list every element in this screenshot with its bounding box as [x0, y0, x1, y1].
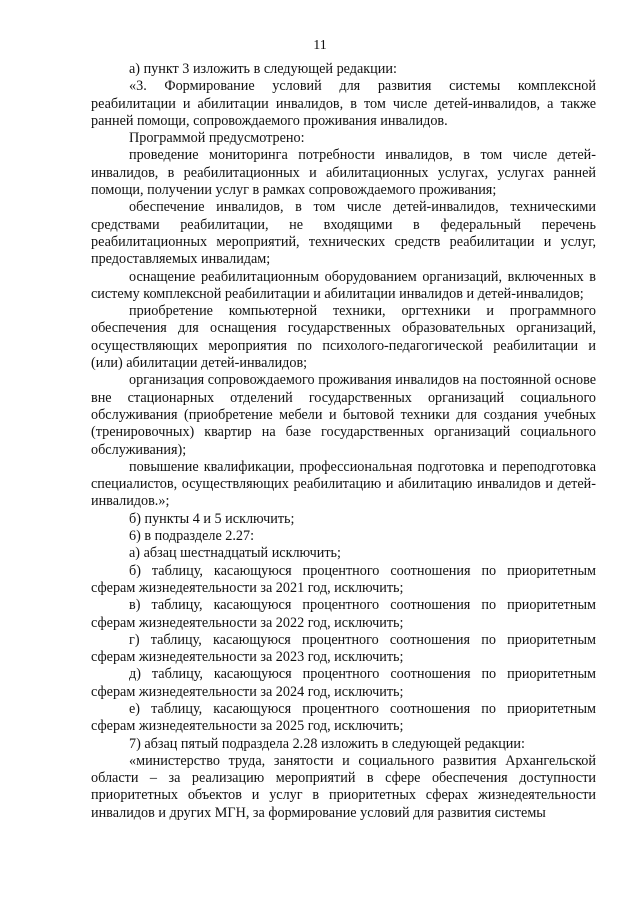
paragraph-program-provides: Программой предусмотрено: [129, 130, 305, 147]
paragraph-subitem-b-table-2021: б) таблицу, касающуюся процентного соотношения по приоритетным сферам жизнедеятельности за 2021 год, исключить; [91, 562, 596, 596]
document-body [91, 61, 596, 822]
paragraph-subitem-e-table-2025: е) таблицу, касающуюся процентного соотношения по приоритетным сферам жизнедеятельности за 2025 год, исключить; [91, 700, 596, 735]
paragraph-ministry-quote: «министерство труда, занятости и социального развития Архангельской области – за реализацию мероприятий в сфере обеспечения доступности приоритетных объектов и услуг в приоритетных сферах жизнедеятельности инвалидов и других МГН, за формирование условий для развития системы [91, 752, 596, 821]
paragraph-subitem-a: а) абзац шестнадцатый исключить; [129, 545, 341, 562]
paragraph-item-6-subsection-2-27: 6) в подразделе 2.27: [129, 528, 255, 545]
paragraph-subitem-v-table-2022: в) таблицу, касающуюся процентного соотношения по приоритетным сферам жизнедеятельности за 2022 год, исключить; [91, 597, 596, 631]
paragraph-subitem-d-table-2024: д) таблицу, касающуюся процентного соотношения по приоритетным сферам жизнедеятельности за 2024 год, исключить; [91, 666, 596, 700]
paragraph-supported-living: организация сопровождаемого проживания инвалидов на постоянной основе вне стационарных отделений государственных организаций социального обслуживания (приобретение мебели и бытовой техники для создания учебных (тренировочных) квартир на базе государственных организаций социального обслуживания); [91, 372, 596, 458]
paragraph-item-7-subsection-2-28: 7) абзац пятый подраздела 2.28 изложить в следующей редакции: [129, 735, 525, 752]
paragraph-subitem-g-table-2023: г) таблицу, касающуюся процентного соотношения по приоритетным сферам жизнедеятельности за 2023 год, исключить; [91, 631, 596, 666]
paragraph-monitoring: проведение мониторинга потребности инвалидов, в том числе детей-инвалидов, в реабилитационных и абилитационных услугах, услугах ранней помощи, получении услуг в рамках сопровождаемого проживания; [91, 147, 596, 199]
paragraph-technical-means: обеспечение инвалидов, в том числе детей-инвалидов, техническими средствами реабилитации, не входящими в федеральный перечень реабилитационных мероприятий, технических средств реабилитации и услуг, предоставляемых инвалидам; [91, 199, 596, 268]
paragraph-section-3-title: «3. Формирование условий для развития системы комплексной реабилитации и абилитации инвалидов, в том числе детей-инвалидов, а также ранней помощи, сопровождаемого проживания инвалидов. [91, 78, 596, 129]
paragraph-item-b-points-4-5: б) пункты 4 и 5 исключить; [129, 510, 295, 527]
paragraph-equipment: оснащение реабилитационным оборудованием организаций, включенных в систему комплексной реабилитации и абилитации инвалидов и детей-инвалидов; [91, 268, 596, 302]
paragraph-training: повышение квалификации, профессиональная подготовка и переподготовка специалистов, осуществляющих реабилитацию и абилитацию инвалидов и детей-инвалидов.»; [91, 458, 596, 510]
paragraph-computer-equipment: приобретение компьютерной техники, оргтехники и программного обеспечения для оснащения государственных образовательных организаций, осуществляющих мероприятия по психолого-педагогической реабилитации и (или) абилитации детей-инвалидов; [91, 303, 596, 372]
page-number: 11 [313, 38, 327, 53]
paragraph-item-a-point-3: а) пункт 3 изложить в следующей редакции: [129, 61, 397, 77]
